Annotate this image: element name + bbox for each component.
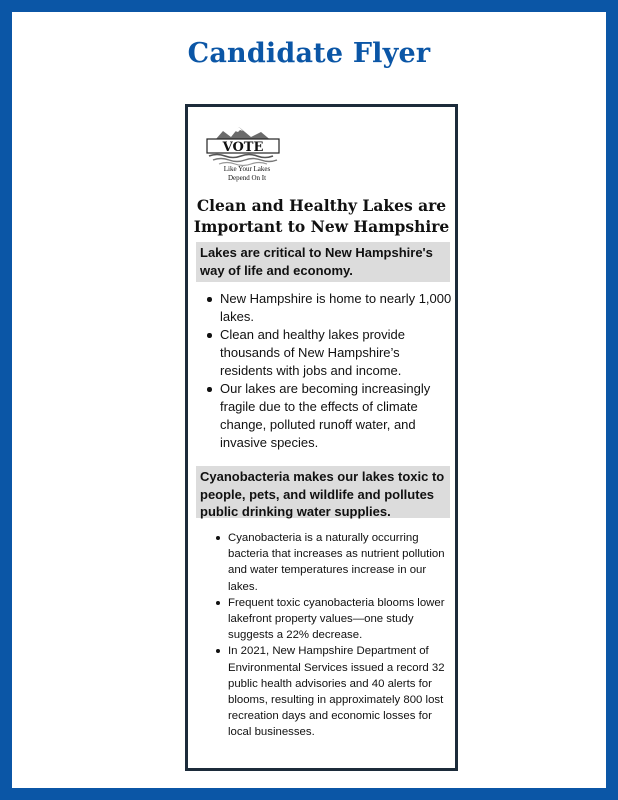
- candidate-flyer: [185, 104, 458, 771]
- list-item: New Hampshire is home to nearly 1,000 lakes.: [204, 290, 454, 326]
- flyer-title-line1: Clean and Healthy Lakes are: [196, 196, 447, 215]
- section-heading-cyanobacteria: Cyanobacteria makes our lakes toxic to people, pets, and wildlife and pollutes public drinking water supplies.: [196, 466, 450, 518]
- flyer-title-line2: Important to New Hampshire: [193, 217, 450, 236]
- logo-tagline-line2: Depend On It: [227, 174, 267, 182]
- list-item: In 2021, New Hampshire Department of Environmental Services issued a record 32 public health advisories and 40 alerts for blooms, resulting in approximately 800 lost recreation days and economic losses for local businesses.: [213, 643, 453, 740]
- logo-tagline-line1: Like Your Lakes: [223, 165, 271, 173]
- vote-logo-text: VOTE: [222, 140, 264, 155]
- bullet-list-lakes: [204, 290, 454, 452]
- section-heading-lakes: Lakes are critical to New Hampshire's way of life and economy.: [196, 242, 450, 282]
- bullet-list-cyanobacteria: [213, 530, 453, 741]
- page-title: Candidate Flyer: [187, 38, 431, 69]
- list-item: Clean and healthy lakes provide thousands of New Hampshire’s residents with jobs and income.: [204, 326, 454, 380]
- list-item: Frequent toxic cyanobacteria blooms lower lakefront property values—one study suggests a 22% decrease.: [213, 595, 453, 644]
- mountain-lake-icon: [205, 123, 283, 167]
- list-item: Cyanobacteria is a naturally occurring bacteria that increases as nutrient pollution and water temperatures increase in our lakes.: [213, 530, 453, 595]
- flyer-title: [188, 195, 455, 237]
- logo-tagline: [211, 165, 283, 183]
- vote-logo: [205, 123, 283, 183]
- list-item: Our lakes are becoming increasingly fragile due to the effects of climate change, polluted runoff water, and invasive species.: [204, 380, 454, 452]
